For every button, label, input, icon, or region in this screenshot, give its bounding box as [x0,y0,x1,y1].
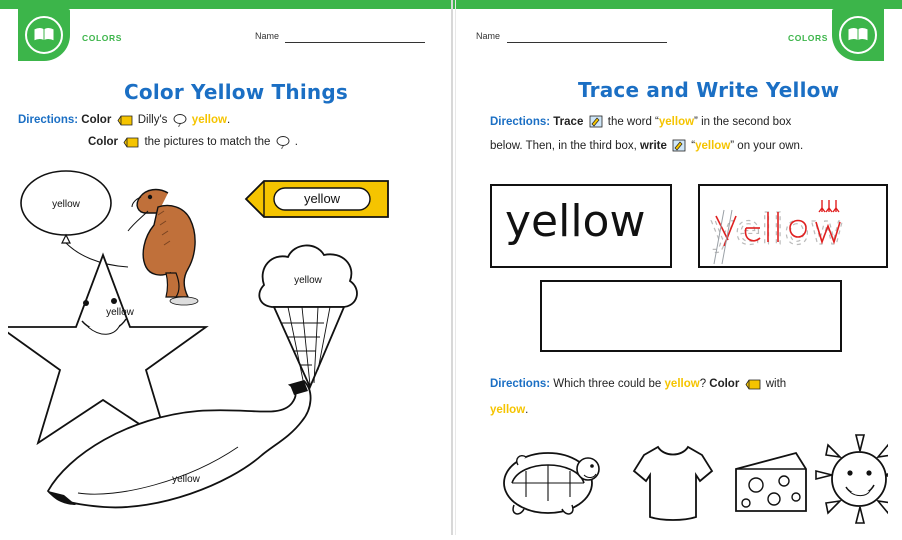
trace-text-a: the word “ [607,116,659,128]
page-divider-shadow [455,0,456,535]
sun-choice [816,435,888,523]
match-text: the pictures to match the [144,136,271,148]
directions-left-line2 [88,134,448,156]
yellow-word-2: yellow [658,116,695,128]
directions-color-word-2: Color [88,136,119,148]
book-icon-circle-left [25,16,63,54]
color-word-3: Color [709,378,740,390]
book-icon [33,27,55,43]
turtle-choice [504,453,599,514]
badge-left [18,9,70,61]
period-3: . [525,404,529,416]
directions-right-2 [490,376,890,397]
dillys-text: Dilly's [137,114,168,126]
trace-text-b: ” in the second box [694,116,792,128]
svg-text:yellow: yellow [710,205,845,254]
balloon-label: yellow [52,199,80,210]
period-2: . [294,136,298,148]
directions-label: Directions: [490,116,551,128]
directions-right-line2 [490,138,890,159]
trace-text-c: below. Then, in the third box, [490,140,637,152]
trace-word-art[interactable] [698,184,888,273]
which-three-text: Which three could be [553,378,662,390]
cheese-choice [736,453,806,511]
pencil-icon [672,139,686,159]
balloon-icon [172,114,188,134]
period-1: . [226,114,231,126]
crayon-art [246,181,388,217]
ice-cream-label: yellow [294,275,322,286]
name-label-left: Name [255,31,280,41]
crayon-icon [123,137,139,155]
crayon-icon [745,379,761,397]
balloon-icon [275,136,291,156]
book-icon [847,27,869,43]
balloon-art [21,171,128,267]
yellow-word-4: yellow [664,378,700,390]
directions-label: Directions: [18,114,79,126]
yellow-word-1: yellow [191,114,227,126]
crayon-icon [117,115,133,133]
banana-label: yellow [172,474,200,485]
name-input-left[interactable] [285,42,425,43]
word-box-printed-text: yellow [505,196,646,247]
word-box-blank[interactable] [540,280,842,352]
name-input-right[interactable] [507,42,667,43]
book-icon-circle-right [839,16,877,54]
dilly-dinosaur-art [128,190,198,305]
directions-color-word: Color [81,114,112,126]
trace-word: Trace [553,116,584,128]
quote-open: “ [691,140,696,152]
crayon-label: yellow [303,191,341,206]
yellow-word-3: yellow [695,140,731,152]
directions-right-2-line2 [490,402,528,420]
colors-tab-left: COLORS [82,33,122,43]
trace-text-d: ” on your own. [730,140,804,152]
write-word: write [640,140,667,152]
ice-cream-art [259,245,357,387]
top-bar-left [0,0,452,9]
picture-choices [488,425,888,540]
top-bar-right [452,0,902,9]
tshirt-choice [634,447,712,520]
with-text: with [765,378,787,390]
page-divider [451,0,453,535]
yellow-word-5: yellow [490,404,526,416]
question-mark: ? [699,378,710,390]
directions-left [18,112,438,134]
directions-label-2: Directions: [490,378,551,390]
page-title-left: Color Yellow Things [124,80,348,104]
pencil-icon [589,115,603,135]
star-label: yellow [106,307,134,318]
name-label-right: Name [476,31,501,41]
page-title-right: Trace and Write Yellow [578,78,840,102]
left-artwork [8,155,448,530]
colors-tab-right: COLORS [788,33,828,43]
directions-right-line1 [490,114,890,135]
badge-right [832,9,884,61]
